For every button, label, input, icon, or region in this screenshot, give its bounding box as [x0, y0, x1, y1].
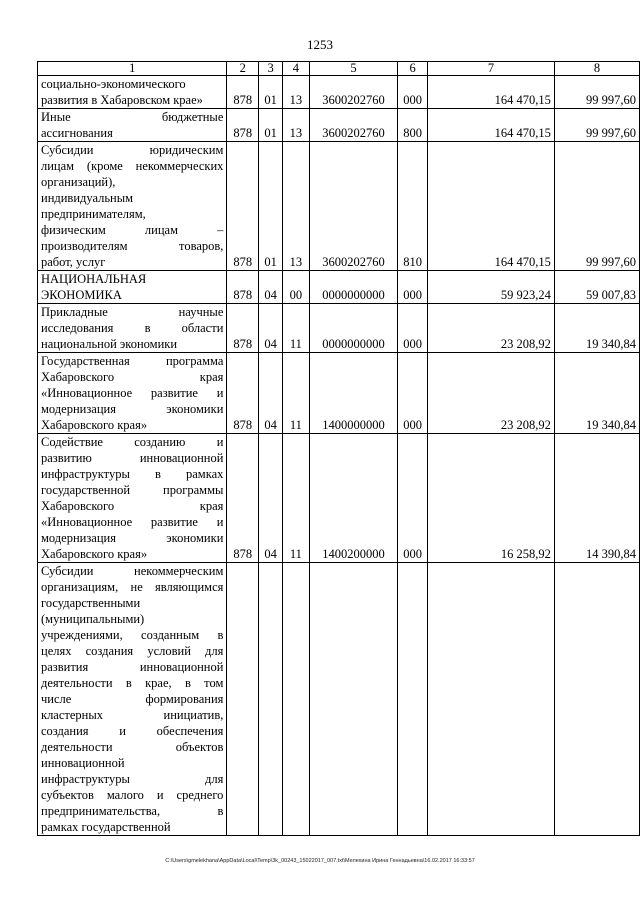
description-line: организаций),	[41, 175, 116, 189]
table-row	[38, 434, 640, 563]
budget-code-cell: 878	[227, 109, 259, 142]
subsection-cell: 11	[283, 353, 310, 434]
description-line: инфраструктуры для	[41, 772, 224, 786]
section-cell	[259, 563, 283, 836]
amount-cell: 59 007,83	[554, 271, 639, 304]
target-article-cell: 3600202760	[309, 109, 397, 142]
description-line: (муниципальными)	[41, 612, 145, 626]
table-body	[38, 76, 640, 836]
description-cell	[38, 434, 227, 563]
amount-cell: 99 997,60	[554, 142, 639, 271]
description-line: лицам (кроме некоммерческих	[41, 159, 224, 173]
description-line: производителям товаров,	[41, 239, 224, 253]
amount-cell: 23 208,92	[428, 353, 555, 434]
expense-type-cell: 800	[398, 109, 428, 142]
table-row	[38, 76, 640, 109]
section-cell: 04	[259, 353, 283, 434]
description-line: Государственная программа	[41, 354, 224, 368]
description-line: исследования в области	[41, 321, 224, 335]
subsection-cell: 11	[283, 304, 310, 353]
description-line: инфраструктуры в рамках	[41, 467, 224, 481]
amount-cell: 14 390,84	[554, 434, 639, 563]
subsection-cell: 00	[283, 271, 310, 304]
description-cell	[38, 76, 227, 109]
amount-cell: 19 340,84	[554, 304, 639, 353]
description-line: социально-экономического	[41, 77, 186, 91]
description-cell	[38, 142, 227, 271]
description-cell	[38, 563, 227, 836]
subsection-cell	[283, 563, 310, 836]
description-line: субъектов малого и среднего	[41, 788, 224, 802]
description-line: «Инновационное развитие и	[41, 515, 224, 529]
description-cell	[38, 304, 227, 353]
table-row	[38, 353, 640, 434]
expense-type-cell: 810	[398, 142, 428, 271]
expense-type-cell: 000	[398, 304, 428, 353]
column-header: 8	[554, 62, 639, 76]
section-cell: 04	[259, 304, 283, 353]
description-line: деятельности в крае, в том	[41, 676, 224, 690]
description-cell	[38, 353, 227, 434]
amount-cell	[554, 563, 639, 836]
description-line: развития инновационной	[41, 660, 224, 674]
table-row	[38, 563, 640, 836]
description-line: деятельности объектов	[41, 740, 224, 754]
column-header: 3	[259, 62, 283, 76]
description-line: «Инновационное развитие и	[41, 386, 224, 400]
section-cell: 01	[259, 142, 283, 271]
description-line: инновационной	[41, 756, 125, 770]
description-line: рамках государственной	[41, 820, 171, 834]
table-row	[38, 142, 640, 271]
subsection-cell: 13	[283, 76, 310, 109]
expense-type-cell: 000	[398, 271, 428, 304]
column-header: 1	[38, 62, 227, 76]
table-row	[38, 271, 640, 304]
description-line: развитию инновационной	[41, 451, 224, 465]
description-line: Хабаровского края	[41, 370, 224, 384]
budget-code-cell: 878	[227, 76, 259, 109]
description-line: Хабаровского края	[41, 499, 224, 513]
column-header: 4	[283, 62, 310, 76]
budget-code-cell: 878	[227, 434, 259, 563]
target-article-cell: 3600202760	[309, 142, 397, 271]
column-header: 2	[227, 62, 259, 76]
description-line: предпринимательства, в	[41, 804, 224, 818]
amount-cell: 164 470,15	[428, 142, 555, 271]
budget-code-cell: 878	[227, 271, 259, 304]
table-row	[38, 304, 640, 353]
page-number: 1253	[307, 37, 333, 52]
description-line: кластерных инициатив,	[41, 708, 224, 722]
target-article-cell	[309, 563, 397, 836]
description-line: организациям, не являющимся	[41, 580, 224, 594]
description-line: модернизация экономики	[41, 402, 224, 416]
section-cell: 01	[259, 109, 283, 142]
target-article-cell: 0000000000	[309, 304, 397, 353]
amount-cell: 59 923,24	[428, 271, 555, 304]
description-line: физическим лицам –	[41, 223, 224, 237]
description-line: создания и обеспечения	[41, 724, 224, 738]
expense-type-cell: 000	[398, 434, 428, 563]
description-line: Хабаровского края»	[41, 547, 148, 561]
section-cell: 01	[259, 76, 283, 109]
target-article-cell: 3600202760	[309, 76, 397, 109]
target-article-cell: 1400200000	[309, 434, 397, 563]
subsection-cell: 13	[283, 109, 310, 142]
budget-code-cell: 878	[227, 142, 259, 271]
amount-cell	[428, 563, 555, 836]
description-line: государственными	[41, 596, 141, 610]
section-cell: 04	[259, 271, 283, 304]
target-article-cell: 0000000000	[309, 271, 397, 304]
section-cell: 04	[259, 434, 283, 563]
expense-type-cell: 000	[398, 76, 428, 109]
subsection-cell: 13	[283, 142, 310, 271]
description-line: модернизация экономики	[41, 531, 224, 545]
table-row	[38, 109, 640, 142]
description-line: числе формирования	[41, 692, 224, 706]
column-header: 7	[428, 62, 555, 76]
expense-type-cell	[398, 563, 428, 836]
description-line: Иные бюджетные	[41, 110, 224, 124]
description-line: Субсидии юридическим	[41, 143, 224, 157]
subsection-cell: 11	[283, 434, 310, 563]
amount-cell: 16 258,92	[428, 434, 555, 563]
amount-cell: 99 997,60	[554, 109, 639, 142]
column-header: 5	[309, 62, 397, 76]
amount-cell: 99 997,60	[554, 76, 639, 109]
description-line: Содействие созданию и	[41, 435, 224, 449]
description-line: государственной программы	[41, 483, 224, 497]
description-line: ассигнования	[41, 126, 113, 140]
description-line: работ, услуг	[41, 255, 106, 269]
budget-table	[37, 61, 640, 836]
description-line: развития в Хабаровском крае»	[41, 93, 203, 107]
budget-code-cell	[227, 563, 259, 836]
description-line: учреждениями, созданным в	[41, 628, 224, 642]
expense-type-cell: 000	[398, 353, 428, 434]
description-line: предпринимателям,	[41, 207, 146, 221]
description-line: НАЦИОНАЛЬНАЯ	[41, 272, 147, 286]
amount-cell: 23 208,92	[428, 304, 555, 353]
description-line: Субсидии некоммерческим	[41, 564, 224, 578]
description-cell	[38, 271, 227, 304]
description-line: Хабаровского края»	[41, 418, 148, 432]
description-line: индивидуальным	[41, 191, 134, 205]
description-line: ЭКОНОМИКА	[41, 288, 122, 302]
description-cell	[38, 109, 227, 142]
amount-cell: 164 470,15	[428, 109, 555, 142]
table-header-row	[38, 62, 640, 76]
file-path-footer: C:\Users\gmelekhana\AppData\Local\Temp\3k_00243_15022017_007.txt\Мелехина Ирина Геннадьевна\16.02.2017 16:33:57	[165, 858, 475, 864]
column-header: 6	[398, 62, 428, 76]
description-line: Прикладные научные	[41, 305, 224, 319]
amount-cell: 164 470,15	[428, 76, 555, 109]
amount-cell: 19 340,84	[554, 353, 639, 434]
budget-code-cell: 878	[227, 353, 259, 434]
budget-code-cell: 878	[227, 304, 259, 353]
description-line: целях создания условий для	[41, 644, 224, 658]
target-article-cell: 1400000000	[309, 353, 397, 434]
description-line: национальной экономики	[41, 337, 178, 351]
